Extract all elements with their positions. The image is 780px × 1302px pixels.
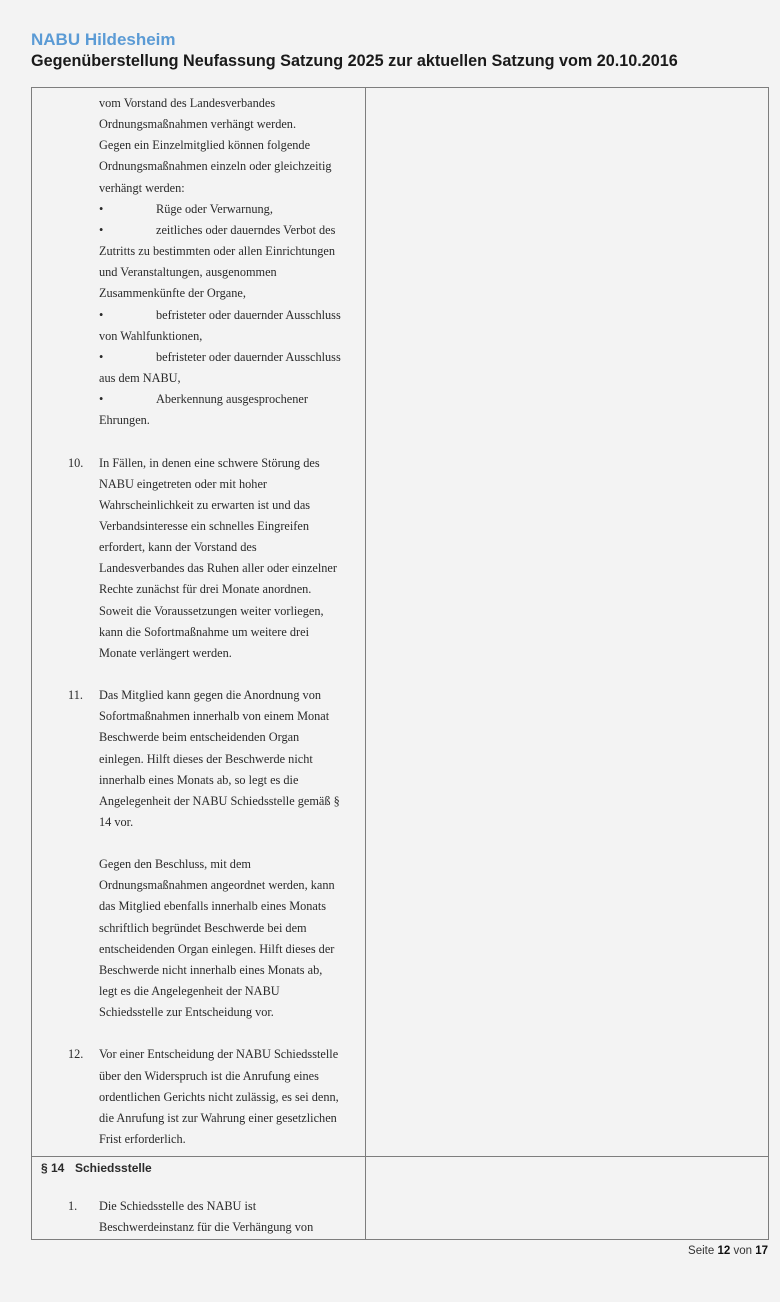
- text-line: NABU eingetreten oder mit hoher: [99, 476, 268, 491]
- text-line: verhängt werden:: [99, 180, 185, 195]
- bullet-text: Rüge oder Verwarnung,: [156, 201, 273, 216]
- text-line: In Fällen, in denen eine schwere Störung des: [99, 455, 320, 470]
- list-item-1: [32, 1196, 365, 1238]
- text-line: das Mitglied ebenfalls innerhalb eines Monats: [99, 899, 327, 914]
- text-line: die Anrufung ist zur Wahrung einer gesetzlichen: [99, 1110, 337, 1125]
- text-line: Wahrscheinlichkeit zu erwarten ist und das: [99, 497, 311, 512]
- text-line: Beschwerde beim entscheidenden Organ: [99, 730, 300, 745]
- text-line: 14 vor.: [99, 815, 134, 829]
- text-line: Beschwerdeinstanz für die Verhängung von: [99, 1220, 314, 1235]
- bullet-list: [32, 199, 365, 432]
- text-line: vom Vorstand des Landesverbandes: [99, 96, 276, 110]
- text-line: Landesverbandes das Ruhen aller oder einzelner: [99, 561, 337, 576]
- text-line: aus dem NABU,: [99, 371, 181, 386]
- section-14-cell: [32, 1157, 366, 1240]
- comparison-table: [31, 87, 769, 1240]
- text-line: Sofortmaßnahmen innerhalb von einem Monat: [99, 709, 330, 724]
- bullet-icon: •: [99, 307, 104, 322]
- bullet-item: [32, 305, 365, 326]
- table-row: [32, 1157, 769, 1240]
- text-line: Monate verlängert werden.: [99, 645, 232, 660]
- text-line: Das Mitglied kann gegen die Anordnung von: [99, 688, 321, 703]
- item-number: 11.: [68, 688, 83, 703]
- bullet-icon: •: [99, 201, 104, 216]
- item-number: 12.: [68, 1047, 84, 1062]
- table-row: [32, 88, 769, 1157]
- section-heading: [32, 1157, 365, 1182]
- text-line: innerhalb eines Monats ab, so legt es die: [99, 772, 299, 787]
- item-number: 10.: [68, 455, 84, 470]
- bullet-icon: •: [99, 349, 104, 364]
- text-line: Zusammenkünfte der Organe,: [99, 286, 246, 301]
- text-line: Gegen ein Einzelmitglied können folgende: [99, 138, 311, 153]
- text-line: Die Schiedsstelle des NABU ist: [99, 1199, 257, 1213]
- text-line: erfordert, kann der Vorstand des: [99, 540, 257, 555]
- text-line: Frist erforderlich.: [99, 1132, 186, 1147]
- intro-paragraph: [32, 93, 365, 199]
- bullet-text: Aberkennung ausgesprochener: [156, 392, 308, 407]
- list-item-10: [32, 453, 365, 665]
- text-line: Vor einer Entscheidung der NABU Schiedsstelle: [99, 1047, 339, 1062]
- text-line: Zutritts zu bestimmten oder allen Einrichtungen: [99, 244, 335, 259]
- text-line: ordentlichen Gerichts nicht zulässig, es sei denn,: [99, 1089, 339, 1104]
- text-line: kann die Sofortmaßnahme um weitere drei: [99, 624, 310, 639]
- current-page: 12: [717, 1245, 731, 1257]
- text-line: legt es die Angelegenheit der NABU: [99, 984, 280, 999]
- text-line: Ordnungsmaßnahmen einzeln oder gleichzeitig: [99, 159, 332, 174]
- text-line: über den Widerspruch ist die Anrufung eines: [99, 1068, 319, 1083]
- page-separator: von: [733, 1245, 752, 1257]
- text-line: Soweit die Voraussetzungen weiter vorliegen,: [99, 603, 324, 618]
- organization-name: NABU Hildesheim: [31, 30, 176, 49]
- current-version-cell: [366, 1157, 769, 1240]
- text-line: Verbandsinteresse ein schnelles Eingreifen: [99, 518, 309, 533]
- text-line: von Wahlfunktionen,: [99, 328, 203, 343]
- bullet-item: [32, 220, 365, 241]
- text-line: entscheidenden Organ einlegen. Hilft dieses der: [99, 941, 335, 956]
- bullet-item: [32, 347, 365, 368]
- text-line: Beschwerde nicht innerhalb eines Monats ab,: [99, 962, 323, 977]
- text-line: Rechte zunächst für drei Monate anordnen.: [99, 582, 312, 597]
- page-label: Seite: [688, 1245, 715, 1257]
- bullet-item: [32, 389, 365, 410]
- bullet-text: zeitliches oder dauerndes Verbot des: [156, 222, 336, 237]
- item-number: 1.: [68, 1199, 78, 1213]
- current-version-cell: [366, 88, 769, 1157]
- section-symbol: § 14: [41, 1161, 65, 1175]
- text-line: Ehrungen.: [99, 413, 150, 428]
- list-item-12: [32, 1044, 365, 1150]
- bullet-item: [32, 199, 365, 220]
- document-title: Gegenüberstellung Neufassung Satzung 2025 zur aktuellen Satzung vom 20.10.2016: [31, 52, 678, 70]
- text-line: Ordnungsmaßnahmen angeordnet werden, kann: [99, 878, 335, 893]
- text-line: Angelegenheit der NABU Schiedsstelle gemäß §: [99, 793, 340, 808]
- text-line: Schiedsstelle zur Entscheidung vor.: [99, 1005, 274, 1020]
- bullet-text: befristeter oder dauernder Ausschluss: [156, 349, 341, 364]
- text-line: Gegen den Beschluss, mit dem: [99, 857, 251, 872]
- text-line: einlegen. Hilft dieses der Beschwerde nicht: [99, 751, 313, 766]
- total-pages: 17: [755, 1245, 768, 1257]
- bullet-icon: •: [99, 222, 104, 237]
- bullet-text: befristeter oder dauernder Ausschluss: [156, 307, 341, 322]
- text-line: und Veranstaltungen, ausgenommen: [99, 265, 277, 280]
- text-line: schriftlich begründet Beschwerde bei dem: [99, 920, 307, 935]
- text-line: Ordnungsmaßnahmen verhängt werden.: [99, 117, 297, 132]
- page-number: [688, 1245, 768, 1257]
- new-version-cell: [32, 88, 366, 1157]
- section-title: Schiedsstelle: [75, 1161, 152, 1175]
- bullet-icon: •: [99, 392, 104, 407]
- list-item-11: [32, 685, 365, 1023]
